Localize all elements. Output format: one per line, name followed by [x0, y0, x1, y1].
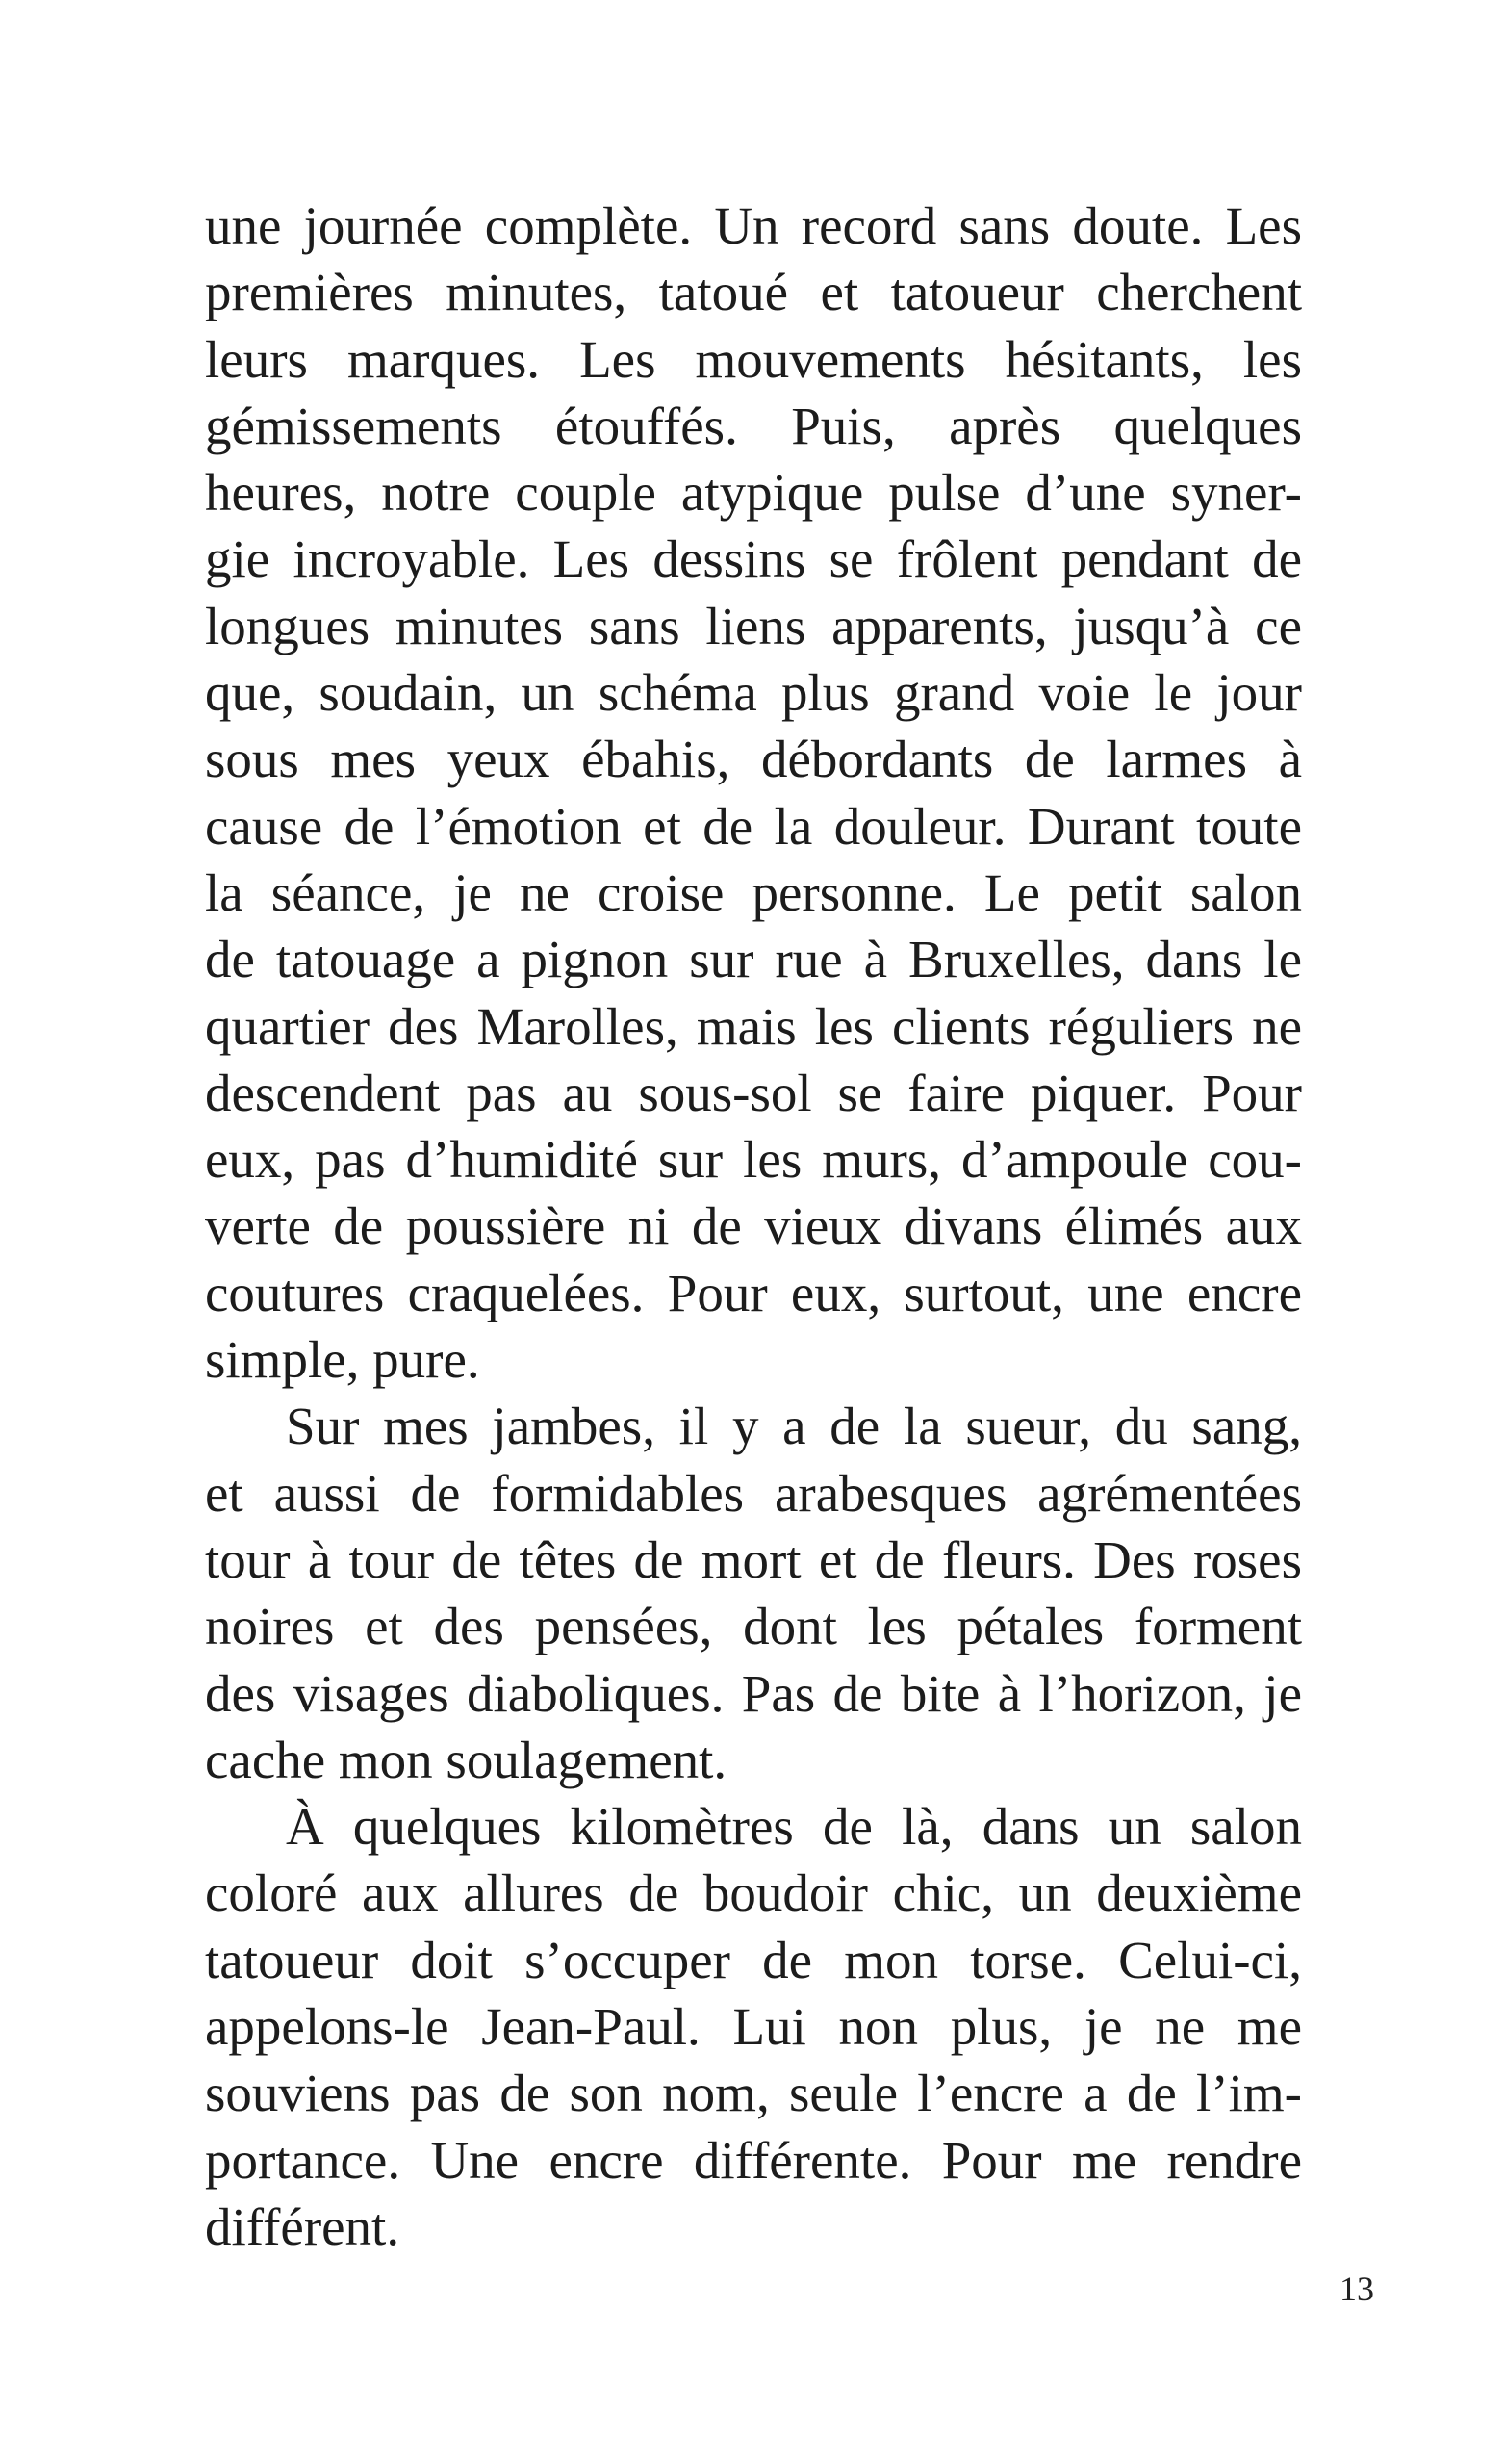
text-line: coloré aux allures de boudoir chic, un deuxième [205, 1863, 1302, 1923]
text-line: tour à tour de têtes de mort et de fleurs. Des roses [205, 1529, 1302, 1589]
text-line: appelons-le Jean-Paul. Lui non plus, je ne me [205, 1997, 1302, 2057]
paragraph-end-line: différent. [205, 2196, 400, 2256]
text-line: de tatouage a pignon sur rue à Bruxelles, dans le [205, 930, 1302, 989]
text-line: portance. Une encre différente. Pour me rendre [205, 2130, 1302, 2190]
body-text [205, 192, 1302, 2260]
text-line: noires et des pensées, dont les pétales forment [205, 1597, 1302, 1656]
text-line: descendent pas au sous-sol se faire piquer. Pour [205, 1063, 1302, 1122]
text-line: leurs marques. Les mouvements hésitants, les [205, 329, 1302, 389]
text-line: premières minutes, tatoué et tatoueur cherchent [205, 263, 1302, 322]
paragraph-first-line: Sur mes jambes, il y a de la sueur, du sang, [286, 1397, 1302, 1456]
text-line: eux, pas d’humidité sur les murs, d’ampoule cou- [205, 1130, 1302, 1190]
text-line: tatoueur doit s’occuper de mon torse. Celui-ci, [205, 1930, 1302, 1989]
text-line: et aussi de formidables arabesques agrémentées [205, 1463, 1302, 1523]
text-line: longues minutes sans liens apparents, jusqu’à ce [205, 596, 1302, 655]
text-line: gie incroyable. Les dessins se frôlent pendant de [205, 529, 1302, 589]
text-line: cause de l’émotion et de la douleur. Durant toute [205, 796, 1302, 856]
text-line: quartier des Marolles, mais les clients réguliers ne [205, 996, 1302, 1056]
text-line: heures, notre couple atypique pulse d’une syner- [205, 463, 1302, 523]
text-line: gémissements étouffés. Puis, après quelques [205, 396, 1302, 455]
text-line: une journée complète. Un record sans doute. Les [205, 196, 1302, 255]
text-line: sous mes yeux ébahis, débordants de larmes à [205, 730, 1302, 789]
text-line: coutures craquelées. Pour eux, surtout, une encre [205, 1263, 1302, 1322]
paragraph-first-line: À quelques kilomètres de là, dans un salon [286, 1797, 1302, 1857]
text-line: souviens pas de son nom, seule l’encre a de l’im- [205, 2064, 1302, 2123]
text-line: des visages diaboliques. Pas de bite à l’horizon, je [205, 1663, 1302, 1723]
paragraph-end-line: simple, pure. [205, 1330, 480, 1390]
text-line: que, soudain, un schéma plus grand voie le jour [205, 663, 1302, 723]
paragraph-end-line: cache mon soulagement. [205, 1730, 727, 1789]
text-line: la séance, je ne croise personne. Le petit salon [205, 862, 1302, 922]
text-line: verte de poussière ni de vieux divans élimés aux [205, 1196, 1302, 1256]
page-number: 13 [1339, 2270, 1374, 2308]
